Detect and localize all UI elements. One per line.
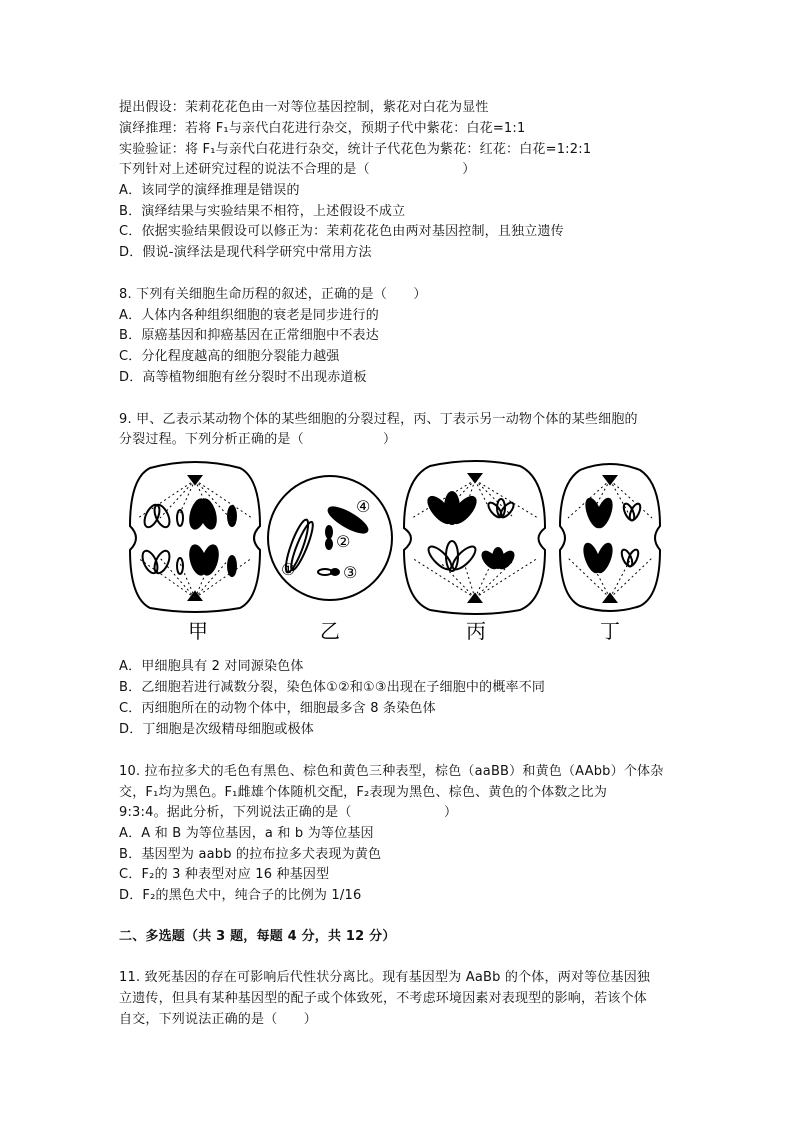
question-11-cont: 自交，下列说法正确的是（ ） <box>119 1012 318 1027</box>
cell-division-figure <box>120 458 680 648</box>
text-line: 提出假设：茉莉花花色由一对等位基因控制，紫花对白花为显性 <box>119 100 489 115</box>
option-d: D．F₂的黑色犬中，纯合子的比例为 1/16 <box>119 888 362 903</box>
text-line: 演绎推理：若将 F₁与亲代白花进行杂交，预期子代中紫花：白花=1:1 <box>119 121 526 136</box>
option-c: C．F₂的 3 种表型对应 16 种基因型 <box>119 867 330 882</box>
question-9-cont: 分裂过程。下列分析正确的是（ ） <box>119 432 397 447</box>
cell-bing <box>404 461 545 614</box>
option-b: B．原癌基因和抑癌基因在正常细胞中不表达 <box>119 328 379 343</box>
question-11: 11. 致死基因的存在可影响后代性状分离比。现有基因型为 AaBb 的个体，两对等位基因独 <box>119 970 651 985</box>
question-11-cont: 立遗传，但具有某种基因型的配子或个体致死，不考虑环境因素对表现型的影响，若该个体 <box>119 991 648 1006</box>
text-line: 下列针对上述研究过程的说法不合理的是（ ） <box>119 162 476 177</box>
question-10: 10. 拉布拉多犬的毛色有黑色、棕色和黄色三种表型，棕色（aaBB）和黄色（AAbb）个体杂 <box>119 764 664 779</box>
marker-1: ① <box>281 560 296 579</box>
cell-diagrams <box>120 458 680 648</box>
label-yi: 乙 <box>320 619 340 643</box>
label-jia: 甲 <box>188 619 208 643</box>
option-a: A．该同学的演绎推理是错误的 <box>119 183 300 198</box>
section-heading: 二、多选题（共 3 题，每题 4 分，共 12 分） <box>119 929 396 944</box>
question-9: 9. 甲、乙表示某动物个体的某些细胞的分裂过程，丙、丁表示另一动物个体的某些细胞的 <box>119 412 638 427</box>
option-a: A．人体内各种组织细胞的衰老是同步进行的 <box>119 308 379 323</box>
label-bing: 丙 <box>466 619 486 643</box>
option-a: A．A 和 B 为等位基因，a 和 b 为等位基因 <box>119 826 374 841</box>
option-c: C．依据实验结果假设可以修正为：茉莉花花色由两对基因控制，且独立遗传 <box>119 224 564 239</box>
option-b: B．基因型为 aabb 的拉布拉多犬表现为黄色 <box>119 847 382 862</box>
option-c: C．分化程度越高的细胞分裂能力越强 <box>119 349 340 364</box>
marker-2: ② <box>336 532 351 551</box>
option-c: C．丙细胞所在的动物个体中，细胞最多含 8 条染色体 <box>119 701 436 716</box>
option-a: A．甲细胞具有 2 对同源染色体 <box>119 659 304 674</box>
cell-ding <box>560 464 660 611</box>
marker-3: ③ <box>343 563 358 582</box>
option-d: D．高等植物细胞有丝分裂时不出现赤道板 <box>119 370 367 385</box>
cell-yi <box>268 476 392 600</box>
option-d: D．假说-演绎法是现代科学研究中常用方法 <box>119 245 372 260</box>
question-10-cont: 9:3:4。据此分析，下列说法正确的是（ ） <box>119 805 458 820</box>
option-b: B．演绎结果与实验结果不相符，上述假设不成立 <box>119 204 406 219</box>
text-line: 实验验证：将 F₁与亲代白花进行杂交，统计子代花色为紫花：红花：白花=1:2:1 <box>119 142 592 157</box>
cell-jia <box>130 462 260 612</box>
marker-4: ④ <box>356 497 371 516</box>
label-ding: 丁 <box>600 619 620 643</box>
question-8: 8. 下列有关细胞生命历程的叙述，正确的是（ ） <box>119 287 427 302</box>
question-10-cont: 交，F₁均为黑色。F₁雌雄个体随机交配，F₂表现为黑色、棕色、黄色的个体数之比为 <box>119 785 608 800</box>
option-d: D．丁细胞是次级精母细胞或极体 <box>119 722 315 737</box>
option-b: B．乙细胞若进行减数分裂，染色体①②和①③出现在子细胞中的概率不同 <box>119 680 546 695</box>
